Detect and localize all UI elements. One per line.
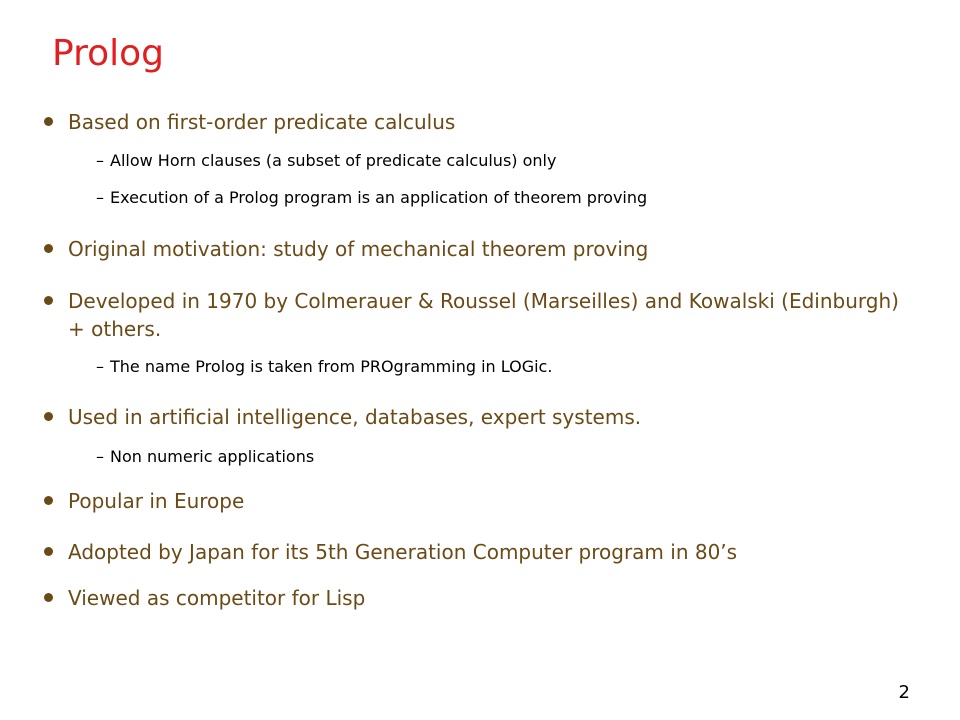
sub-bullet-text: Execution of a Prolog program is an application of theorem proving bbox=[110, 188, 648, 207]
bullet-item bbox=[44, 287, 904, 343]
sub-bullet-item bbox=[96, 357, 876, 377]
bullet-text: Original motivation: study of mechanical theorem proving bbox=[68, 237, 649, 261]
bullet-item bbox=[44, 487, 904, 515]
sub-bullet-text: Allow Horn clauses (a subset of predicate calculus) only bbox=[110, 151, 557, 170]
bullet-text: Adopted by Japan for its 5th Generation Computer program in 80’s bbox=[68, 540, 738, 564]
bullet-dot-icon bbox=[44, 296, 53, 305]
dash-icon: – bbox=[96, 447, 104, 466]
page-number: 2 bbox=[898, 682, 910, 703]
bullet-text: Used in artificial intelligence, databases, expert systems. bbox=[68, 405, 642, 429]
slide-title: Prolog bbox=[52, 33, 164, 74]
bullet-text: Popular in Europe bbox=[68, 489, 245, 513]
bullet-text: Based on first-order predicate calculus bbox=[68, 110, 456, 134]
dash-icon: – bbox=[96, 151, 104, 170]
bullet-item bbox=[44, 403, 904, 431]
bullet-dot-icon bbox=[44, 593, 53, 602]
bullet-item bbox=[44, 235, 904, 263]
bullet-item bbox=[44, 584, 904, 612]
bullet-dot-icon bbox=[44, 547, 53, 556]
bullet-dot-icon bbox=[44, 412, 53, 421]
sub-bullet-text: Non numeric applications bbox=[110, 447, 315, 466]
sub-bullet-text: The name Prolog is taken from PROgramming in LOGic. bbox=[110, 357, 553, 376]
dash-icon: – bbox=[96, 188, 104, 207]
bullet-text: Developed in 1970 by Colmerauer & Roussel (Marseilles) and Kowalski (Edinburgh) + others. bbox=[68, 289, 899, 341]
sub-bullet-item bbox=[96, 151, 876, 171]
bullet-dot-icon bbox=[44, 117, 53, 126]
sub-bullet-item bbox=[96, 188, 876, 208]
bullet-text: Viewed as competitor for Lisp bbox=[68, 586, 366, 610]
sub-bullet-item bbox=[96, 447, 876, 467]
bullet-dot-icon bbox=[44, 496, 53, 505]
bullet-dot-icon bbox=[44, 244, 53, 253]
bullet-item bbox=[44, 108, 904, 136]
bullet-item bbox=[44, 538, 904, 566]
dash-icon: – bbox=[96, 357, 104, 376]
